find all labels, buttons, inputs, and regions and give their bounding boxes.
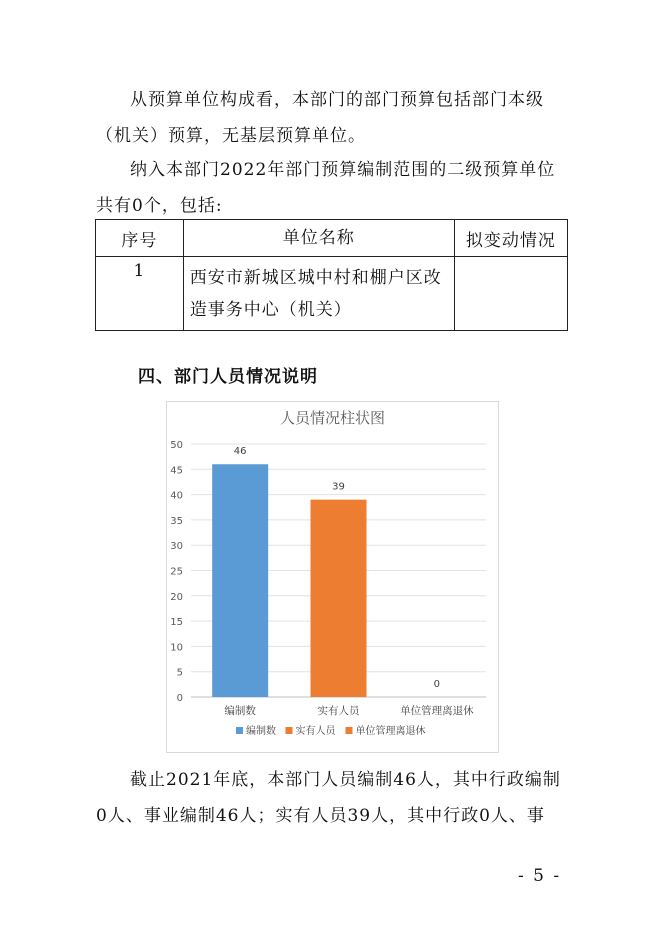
chart-title: 人员情况柱状图 [279, 409, 386, 427]
y-tick-label: 15 [170, 617, 183, 629]
data-label: 0 [433, 679, 441, 690]
legend-swatch [286, 727, 293, 734]
staff-bar-chart [166, 401, 499, 753]
header-unit-name: 单位名称 [183, 220, 454, 257]
data-label: 46 [233, 446, 247, 458]
cell-index: 1 [96, 257, 184, 331]
paragraph-budget-composition: 从预算单位构成看，本部门的部门预算包括部门本级（机关）预算，无基层预算单位。 [96, 90, 544, 146]
cell-unit-name: 西安市新城区城中村和棚户区改造事务中心（机关） [183, 257, 454, 331]
bar-编制数 [212, 464, 268, 697]
y-tick-label: 50 [170, 440, 183, 451]
chart-svg [166, 401, 499, 753]
x-tick-label: 编制数 [224, 705, 256, 717]
table-row [96, 257, 568, 331]
x-tick-label: 单位管理离退休 [400, 705, 474, 717]
y-tick-label: 30 [170, 541, 183, 553]
header-index: 序号 [96, 220, 184, 257]
y-tick-label: 10 [170, 642, 183, 654]
paragraph-staff-summary: 截止2021年底，本部门人员编制46人，其中行政编制0人、事业编制46人；实有人员39人，其中行政0人、事 [96, 770, 561, 826]
section-heading: 四、部门人员情况说明 [138, 367, 318, 387]
y-tick-label: 5 [176, 667, 183, 679]
y-tick-label: 45 [170, 465, 183, 477]
paragraph-secondary-units: 纳入本部门2022年部门预算编制范围的二级预算单位共有0个，包括: [96, 160, 556, 216]
header-change: 拟变动情况 [454, 220, 567, 257]
table-header-row [96, 220, 568, 257]
legend-label: 实有人员 [295, 726, 336, 737]
cell-change [454, 257, 567, 331]
legend-label: 编制数 [246, 726, 276, 737]
bar-实有人员 [311, 500, 367, 697]
units-table [95, 219, 568, 331]
y-tick-label: 40 [170, 490, 183, 502]
legend-label: 单位管理离退休 [355, 726, 426, 737]
legend-swatch [236, 727, 243, 734]
x-tick-label: 实有人员 [317, 705, 360, 717]
y-tick-label: 25 [170, 566, 183, 578]
y-tick-label: 20 [170, 591, 183, 603]
page-number: - 5 - [518, 866, 562, 886]
y-tick-label: 35 [170, 515, 183, 527]
y-tick-label: 0 [176, 693, 183, 704]
data-label: 39 [332, 481, 345, 493]
legend-swatch [346, 727, 353, 734]
